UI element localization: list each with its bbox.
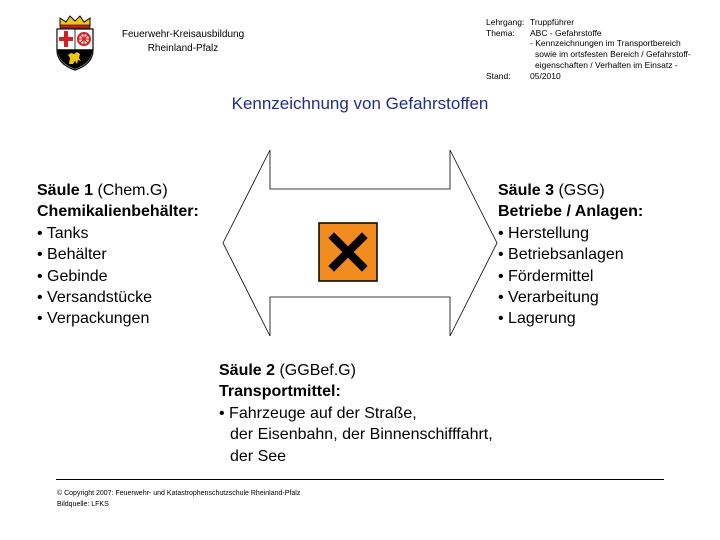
list-item: • Verpackungen (37, 310, 150, 328)
footer-divider (56, 479, 664, 480)
thema-detail-1: - Kennzeichnungen im Transportbereich (530, 38, 681, 49)
list-item: • Lagerung (498, 310, 576, 328)
meta-row-thema-detail-2 (486, 49, 691, 60)
pillar-3-subheading: Betriebe / Anlagen: (498, 203, 644, 221)
meta-row-thema (486, 28, 691, 39)
course-meta (486, 17, 691, 81)
thema-detail-2: sowie im ortsfesten Bereich / Gefahrstoff- (535, 49, 691, 60)
pillar-1-subheading: Chemikalienbehälter: (37, 203, 199, 221)
pillar-1-heading-rest: (Chem.G) (93, 182, 168, 199)
meta-spacer (486, 60, 530, 71)
page-title: Kennzeichnung von Gefahrstoffen (231, 94, 489, 113)
list-item: • Verarbeitung (498, 289, 599, 307)
meta-spacer (486, 49, 530, 60)
pillar-3-text (498, 180, 643, 330)
coat-of-arms-icon (52, 14, 98, 72)
stand-value: 05/2010 (530, 70, 561, 81)
pillar-1-heading-bold: Säule 1 (37, 182, 94, 199)
list-item: • Fördermittel (498, 267, 594, 285)
lehrgang-value: Truppführer (530, 17, 575, 27)
thema-value: ABC - Gefahrstoffe (530, 27, 602, 38)
pillar-3-heading-rest: (GSG) (554, 182, 605, 199)
pillar-1-heading (37, 180, 199, 201)
meta-row-thema-detail-3 (486, 60, 691, 71)
meta-spacer (486, 38, 530, 49)
pillar-2-heading-rest: (GGBef.G) (275, 362, 356, 379)
list-item: • Fahrzeuge auf der Straße, (219, 404, 417, 422)
pillar-2-heading-bold: Säule 2 (219, 362, 276, 379)
pillar-3-heading (498, 180, 643, 201)
lehrgang-label: Lehrgang: (486, 17, 525, 27)
list-item: • Versandstücke (37, 289, 152, 307)
stand-label: Stand: (486, 70, 511, 81)
copyright-text: © Copyright 2007: Feuerwehr- und Katastrophenschutzschule Rheinland-Pfalz (57, 490, 301, 497)
pillar-2-text (219, 360, 493, 467)
list-item-continuation: der See (230, 447, 287, 465)
thema-label: Thema: (486, 27, 515, 38)
list-item-continuation: der Eisenbahn, der Binnenschifffahrt, (230, 426, 493, 444)
organization-line-1: Feuerwehr-Kreisausbildung (121, 29, 245, 40)
list-item: • Gebinde (37, 267, 108, 285)
list-item: • Tanks (37, 224, 89, 242)
organization-name (110, 28, 256, 56)
pillar-2-heading (219, 360, 493, 381)
pillar-2-subheading: Transportmittel: (219, 383, 341, 401)
meta-row-stand (486, 71, 691, 82)
pillar-1-text (37, 180, 199, 330)
organization-line-2: Rheinland-Pfalz (147, 43, 219, 54)
thema-detail-3: eigenschaften / Verhalten im Einsatz - (535, 59, 678, 70)
list-item: • Herstellung (498, 224, 589, 242)
meta-row-lehrgang (486, 17, 691, 28)
harmful-x-icon (318, 222, 378, 282)
image-source-text: Bildquelle: LFKS (57, 500, 109, 508)
pillar-3-heading-bold: Säule 3 (498, 182, 555, 199)
list-item: • Behälter (37, 246, 107, 264)
list-item: • Betriebsanlagen (498, 246, 624, 264)
footer (57, 489, 300, 510)
meta-row-thema-detail-1 (486, 38, 691, 49)
